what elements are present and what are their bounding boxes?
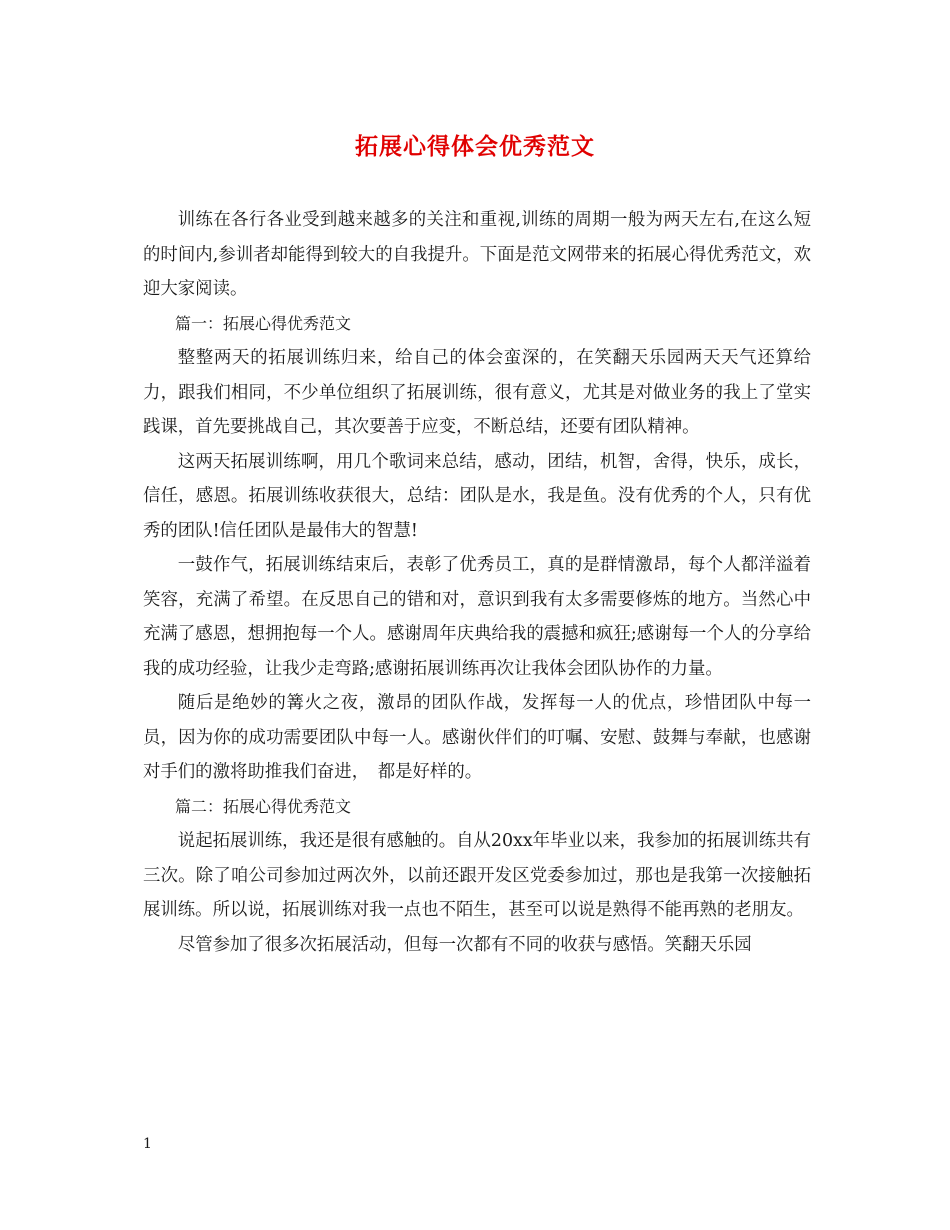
paragraph-6: 尽管参加了很多次拓展活动，但每一次都有不同的收获与感悟。笑翻天乐园 — [177, 934, 752, 955]
paragraph-2: 这两天拓展训练啊，用几个歌词来总结，感动，团结，机智，舍得，快乐，成长，信任，感恩。拓展训练收获很大，总结：团队是水，我是鱼。没有优秀的个人，只有优秀的团队!信任团队是最伟大的智慧! — [143, 451, 811, 541]
paragraph-5: 说起拓展训练，我还是很有感触的。自从20xx年毕业以来，我参加的拓展训练共有三次。除了咱公司参加过两次外，以前还跟开发区党委参加过，那也是我第一次接触拓展训练。所以说，拓展训练对我一点也不陌生，甚至可以说是熟得不能再熟的老朋友。 — [143, 831, 811, 920]
paragraph-4: 随后是绝妙的篝火之夜，激昂的团队作战，发挥每一人的优点，珍惜团队中每一员，因为你的成功需要团队中每一人。感谢伙伴们的叮嘱、安慰、鼓舞与奉献，也感谢对手们的激将助推我们奋进， 都是好样的。 — [143, 693, 811, 782]
document-title: 拓展心得体会优秀范文 — [355, 133, 595, 160]
section-heading-2: 篇二：拓展心得优秀范文 — [175, 796, 352, 816]
document-body — [143, 203, 811, 962]
page-number: 1 — [143, 1136, 152, 1152]
paragraph-3: 一鼓作气，拓展训练结束后，表彰了优秀员工，真的是群情激昂，每个人都洋溢着笑容，充满了希望。在反思自己的错和对，意识到我有太多需要修炼的地方。当然心中充满了感恩，想拥抱每一个人。感谢周年庆典给我的震撼和疯狂;感谢每一个人的分享给我的成功经验，让我少走弯路;感谢拓展训练再次让我体会团队协作的力量。 — [143, 555, 811, 679]
paragraph-intro: 训练在各行各业受到越来越多的关注和重视,训练的周期一般为两天左右,在这么短的时间内,参训者却能得到较大的自我提升。下面是范文网带来的拓展心得优秀范文，欢迎大家阅读。 — [143, 210, 811, 299]
paragraph-1: 整整两天的拓展训练归来，给自己的体会蛮深的，在笑翻天乐园两天天气还算给力，跟我们相同，不少单位组织了拓展训练，很有意义，尤其是对做业务的我上了堂实践课，首先要挑战自己，其次要善于应变，不断总结，还要有团队精神。 — [143, 348, 811, 437]
section-heading-1: 篇一：拓展心得优秀范文 — [175, 313, 352, 333]
